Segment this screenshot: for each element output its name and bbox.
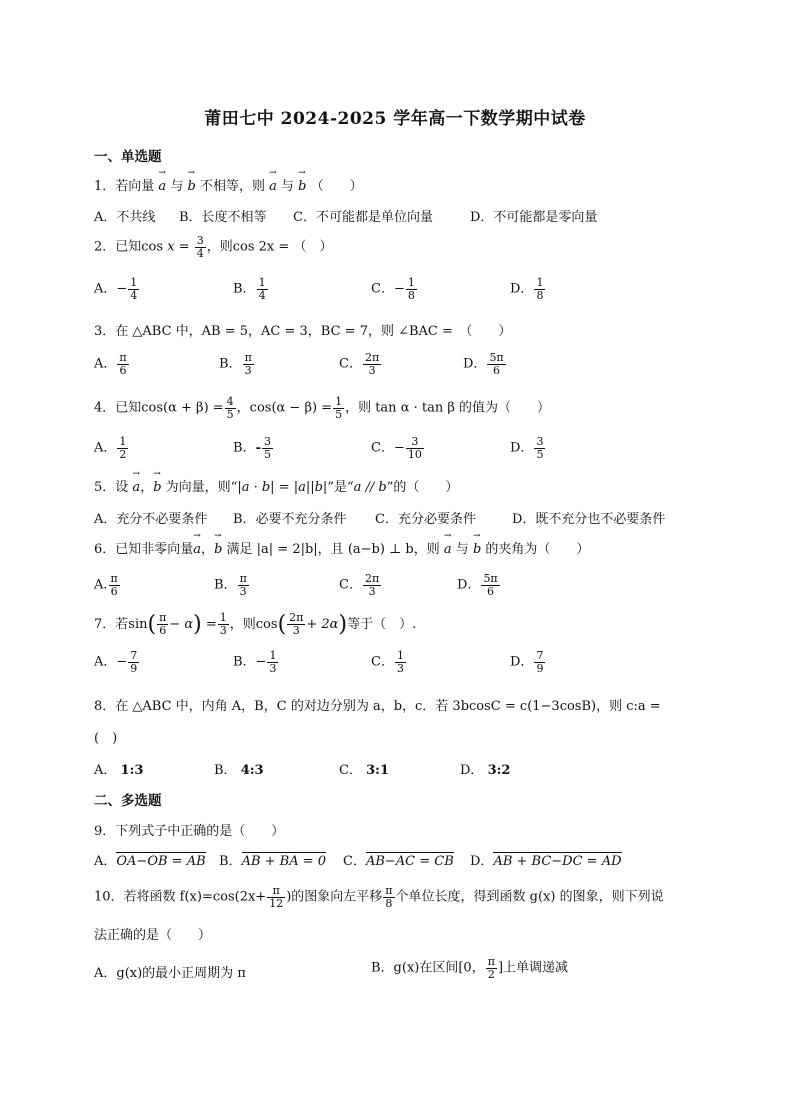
q10-option-b: B．g(x)在区间[0， $\frac{\pi}{2}$ ]上单调递减 [371,955,569,981]
q5-option-c: C．充分必要条件 [375,512,476,527]
question-10: 10．若将函数 f(x)=cos(2x+ $\frac{\pi}{12}$ )的图象向左平移 $\frac{\pi}{8}$ 个单位长度，得到函数 g(x) 的图象，则下列说 [94,884,664,910]
q3-option-d: D． $\frac{5\pi}{6}$ [463,351,504,377]
q9-option-b: B．AB + BA = 0 [219,854,327,869]
question-8-line2: ( ) [94,731,118,746]
question-6: 6．已知非零向量a →，b → 满足 |a| = 2|b|，且 (a−b) ⊥ b，则 a → 与 b → 的夹角为（ ） [94,538,589,557]
q4-option-b: B．- $\frac{3}{5}$ [233,435,271,461]
q9-option-a: A．OA−OB = AB [94,854,206,869]
q2-option-d: D． $\frac{1}{8}$ [510,276,544,302]
q8-option-c: C． 3:1 [339,763,389,778]
question-1: 1．若向量 a → 与 b → 不相等，则 a → 与 b → （ ） [94,175,363,194]
q7-option-a: A．− $\frac{7}{9}$ [94,649,138,675]
q6-option-b: B． $\frac{\pi}{3}$ [214,572,247,598]
q4-option-a: A． $\frac{1}{2}$ [94,435,127,461]
section-heading-multiple-choice: 二、多选题 [94,793,162,809]
page-title: 莆田七中 2024-2025 学年高一下数学期中试卷 [204,109,586,129]
q2-option-c: C．− $\frac{1}{8}$ [371,276,415,302]
q7-option-b: B．− $\frac{1}{3}$ [233,649,277,675]
q2-option-b: B． $\frac{1}{4}$ [233,276,266,302]
q6-option-a: A. $\frac{\pi}{6}$ [94,572,118,598]
q3-option-c: C． $\frac{2\pi}{3}$ [339,351,380,377]
question-8: 8．在 △ABC 中，内角 A，B，C 的对边分别为 a，b，c．若 3bcosC = c(1−3cosB)，则 c:a = [94,699,661,714]
q1-option-c: C．不可能都是单位向量 [293,210,433,225]
q5-option-b: B．必要不充分条件 [233,512,347,527]
q8-option-b: B． 4:3 [214,763,264,778]
question-4: 4．已知cos(α + β) = $\frac{4}{5}$ ，cos(α − β) = $\frac{1}{5}$ ，则 tan α · tan β 的值为（ ） [94,395,550,421]
q7-option-c: C． $\frac{1}{3}$ [371,649,404,675]
question-10-line2: 法正确的是（ ） [94,928,212,943]
q1-option-b: B．长度不相等 [179,210,267,225]
question-3: 3．在 △ABC 中，AB = 5，AC = 3，BC = 7，则 ∠BAC = （ ） [94,324,512,339]
question-2: 2．已知cos x = $\frac{3}{4}$ ，则cos 2x = （ ） [94,234,333,260]
question-7: 7．若sin( $\frac{\pi}{6}$ − α) = $\frac{1}{3}$ ，则cos( $\frac{2\pi}{3}$ + 2α)等于（ ）. [94,611,417,637]
question-5: 5．设 a →，b → 为向量，则“|a · b| = |a||b|”是“a // b”的（ ） [94,476,458,495]
q8-option-d: D． 3:2 [460,763,511,778]
q8-option-a: A． 1:3 [94,763,144,778]
q7-option-d: D． $\frac{7}{9}$ [510,649,544,675]
q1-option-d: D．不可能都是零向量 [470,210,598,225]
q4-option-c: C．− $\frac{3}{10}$ [371,435,422,461]
q3-option-b: B． $\frac{\pi}{3}$ [219,351,252,377]
q10-option-a: A．g(x)的最小正周期为 π [94,966,246,981]
q9-option-d: D．AB + BC−DC = AD [470,854,622,869]
section-heading-single-choice: 一、单选题 [94,149,162,165]
q4-option-d: D． $\frac{3}{5}$ [510,435,544,461]
q3-option-a: A． $\frac{\pi}{6}$ [94,351,127,377]
q1-option-a: A．不共线 [94,210,156,225]
q6-option-c: C． $\frac{2\pi}{3}$ [339,572,380,598]
q6-option-d: D． $\frac{5\pi}{6}$ [457,572,498,598]
question-9: 9．下列式子中正确的是（ ） [94,824,285,839]
q5-option-a: A．充分不必要条件 [94,512,208,527]
q9-option-c: C．AB−AC = CB [343,854,454,869]
q2-option-a: A．− $\frac{1}{4}$ [94,276,138,302]
q5-option-d: D．既不充分也不必要条件 [512,512,666,527]
